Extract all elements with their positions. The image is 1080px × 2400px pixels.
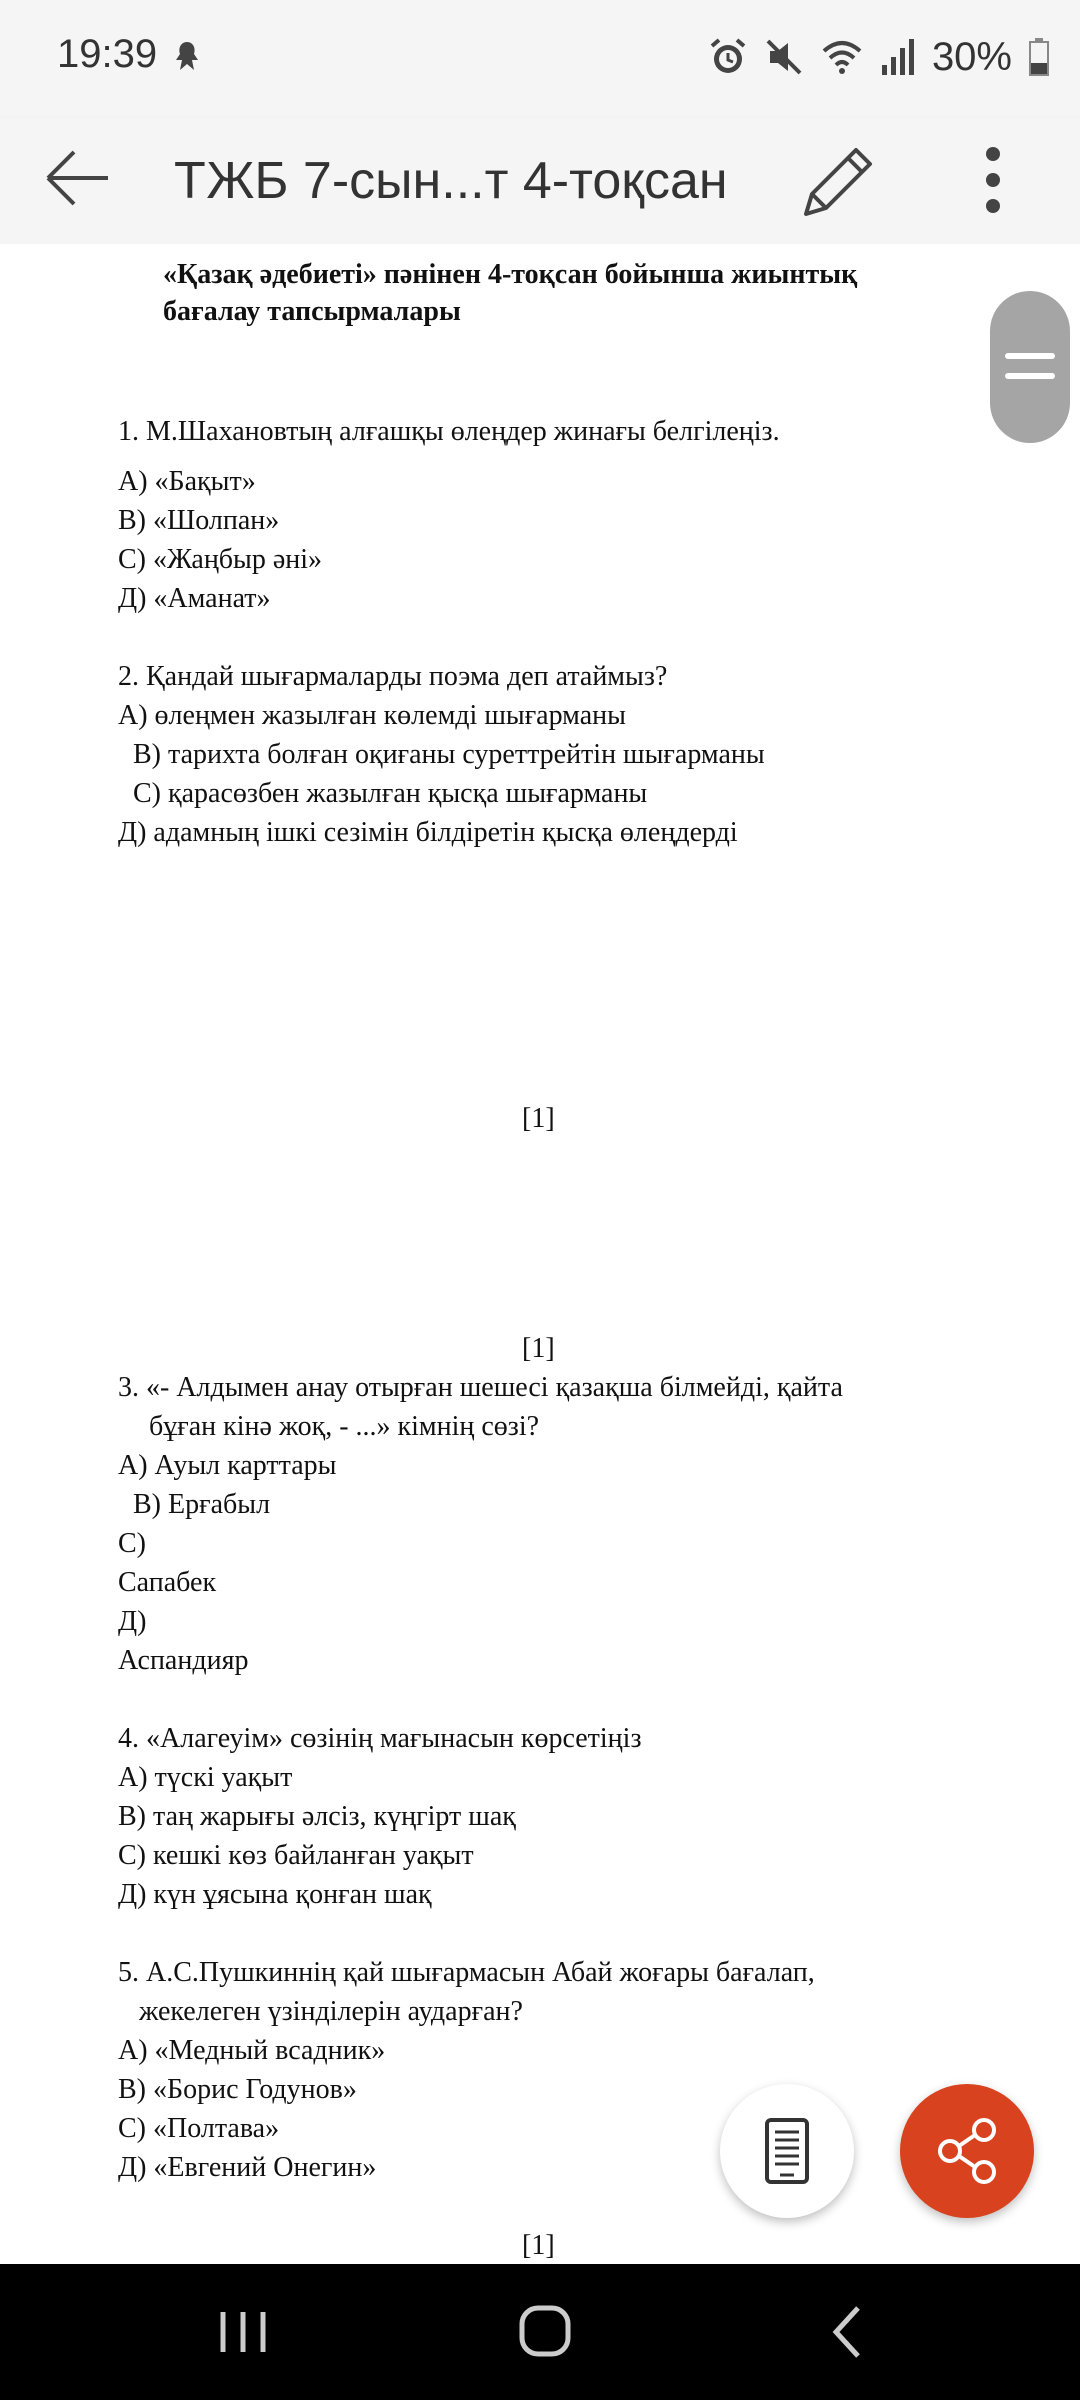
mobile-view-icon	[720, 2084, 854, 2218]
question-4: 4. «Алагеуім» сөзінің мағынасын көрсетіңіз	[118, 1723, 642, 1754]
q4-option-a: А) түскі уақыт	[118, 1762, 293, 1793]
arrow-left-icon	[40, 138, 120, 218]
q1-option-b: В) «Шолпан»	[118, 505, 280, 536]
q5-option-a: А) «Медный всадник»	[118, 2035, 386, 2066]
mobile-view-button[interactable]	[720, 2084, 854, 2218]
q3-option-b: В) Ерғабыл	[133, 1489, 271, 1520]
score-mark: [1]	[522, 1333, 555, 1364]
scroll-handle-grip	[1005, 373, 1055, 379]
q4-option-b: В) таң жарығы әлсіз, күңгірт шақ	[118, 1801, 516, 1832]
score-mark: [1]	[522, 2230, 555, 2261]
q5-option-c: С) «Полтава»	[118, 2113, 280, 2144]
share-button[interactable]	[900, 2084, 1034, 2218]
battery-percentage: 30%	[931, 34, 1012, 79]
status-time: 19:39	[57, 32, 158, 76]
question-3-line1: 3. «- Алдымен анау отырған шешесі қазақша білмейді, қайта	[118, 1372, 843, 1403]
home-icon	[500, 2294, 590, 2370]
document-title: ТЖБ 7-сын...т 4-тоқсан	[174, 152, 728, 210]
edit-button[interactable]	[796, 132, 882, 228]
pencil-icon	[796, 132, 882, 228]
wifi-icon	[820, 37, 864, 77]
more-options-button[interactable]	[968, 132, 1018, 228]
q1-option-d: Д) «Аманат»	[118, 583, 271, 614]
battery-icon	[1028, 37, 1050, 77]
q1-option-c: С) «Жаңбыр әні»	[118, 544, 323, 575]
q2-option-b: В) тарихта болған оқиғаны суреттрейтін шығарманы	[133, 739, 765, 770]
q3-option-c-text: Сапабек	[118, 1567, 217, 1598]
back-nav-button[interactable]	[802, 2294, 892, 2370]
q3-option-d-text: Аспандияр	[118, 1645, 249, 1676]
recent-apps-button[interactable]	[198, 2294, 288, 2370]
q1-option-a: А) «Бақыт»	[118, 466, 256, 497]
notification-app-icon	[172, 40, 202, 74]
q3-option-c-label: С)	[118, 1528, 146, 1559]
document-view[interactable]	[0, 244, 1080, 2264]
q3-option-a: А) Ауыл карттары	[118, 1450, 337, 1481]
app-bar	[0, 118, 1080, 244]
fast-scroll-handle[interactable]	[990, 291, 1070, 443]
home-button[interactable]	[500, 2294, 590, 2370]
question-1: 1. М.Шахановтың алғашқы өлеңдер жинағы белгілеңіз.	[118, 416, 780, 447]
q5-option-b: В) «Борис Годунов»	[118, 2074, 357, 2105]
question-5-line2: жекелеген үзінділерін аударған?	[139, 1996, 523, 2027]
q5-option-d: Д) «Евгений Онегин»	[118, 2152, 377, 2183]
q2-option-c: С) қарасөзбен жазылған қысқа шығарманы	[133, 778, 648, 809]
document-heading-line1: «Қазақ әдебиеті» пәнінен 4-тоқсан бойынша жиынтық	[163, 259, 858, 290]
q3-option-d-label: Д)	[118, 1606, 147, 1637]
more-vertical-icon	[968, 132, 1018, 228]
q2-option-d: Д) адамның ішкі сезімін білдіретін қысқа өлеңдерді	[118, 817, 738, 848]
q4-option-c: С) кешкі көз байланған уақыт	[118, 1840, 474, 1871]
q4-option-d: Д) күн ұясына қонған шақ	[118, 1879, 432, 1910]
alarm-icon	[708, 37, 748, 77]
status-bar	[0, 0, 1080, 118]
back-button[interactable]	[40, 138, 120, 218]
back-nav-icon	[802, 2294, 892, 2370]
system-navigation-bar	[0, 2264, 1080, 2400]
q2-option-a: А) өлеңмен жазылған көлемді шығарманы	[118, 700, 626, 731]
score-mark: [1]	[522, 1103, 555, 1134]
signal-icon	[880, 37, 916, 77]
status-icons	[708, 32, 1050, 82]
question-2: 2. Қандай шығармаларды поэма деп атаймыз?	[118, 661, 668, 692]
share-icon	[900, 2084, 1034, 2218]
recent-apps-icon	[198, 2294, 288, 2370]
document-heading-line2: бағалау тапсырмалары	[163, 296, 461, 327]
question-5-line1: 5. А.С.Пушкиннің қай шығармасын Абай жоғары бағалап,	[118, 1957, 815, 1988]
mute-icon	[764, 37, 804, 77]
scroll-handle-grip	[1005, 353, 1055, 359]
question-3-line2: бұған кінә жоқ, - ...» кімнің сөзі?	[149, 1411, 540, 1442]
